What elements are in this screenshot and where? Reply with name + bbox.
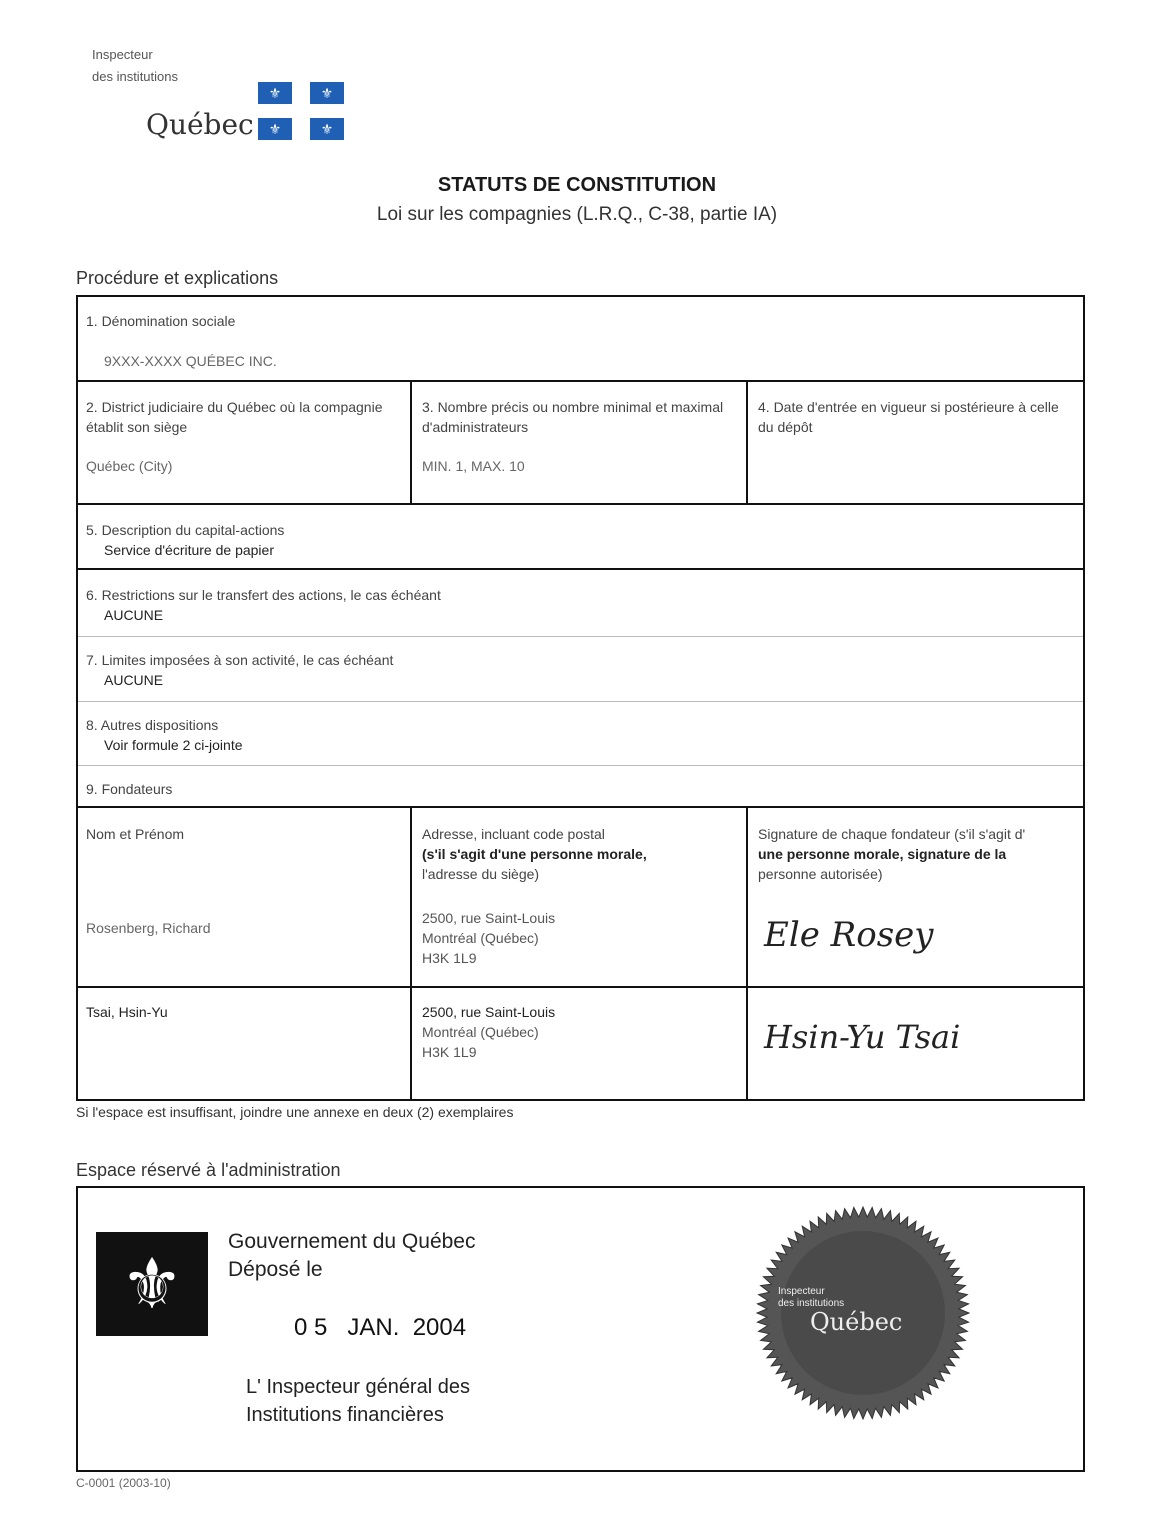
field-9-label: 9. Fondateurs <box>86 781 173 797</box>
form-code: C-0001 (2003-10) <box>76 1476 171 1490</box>
field-6-label: 6. Restrictions sur le transfert des actions, le cas échéant <box>86 587 441 603</box>
filing-date: 0 5 JAN. 2004 <box>294 1314 467 1341</box>
field-1-label: 1. Dénomination sociale <box>86 313 236 329</box>
footnote: Si l'espace est insuffisant, joindre une annexe en deux (2) exemplaires <box>76 1104 514 1120</box>
document-title: STATUTS DE CONSTITUTION <box>437 174 717 196</box>
quebec-wordmark: Québec <box>146 108 254 141</box>
seal-text: Inspecteur des institutions <box>778 1286 845 1309</box>
admin-line-1: Gouvernement du Québec <box>228 1230 476 1253</box>
official-seal <box>756 1206 970 1420</box>
inspector-line-2: Institutions financières <box>246 1404 444 1426</box>
field-7-label: 7. Limites imposées à son activité, le cas échéant <box>86 652 394 668</box>
field-2-label: 2. District judiciaire du Québec où la compagnie établit son siège <box>86 399 383 435</box>
founders-col-signature-header: Signature de chaque fondateur (s'il s'agit d' une personne morale, signature de la personne autorisée) <box>758 826 1026 882</box>
field-6-value: AUCUNE <box>104 607 164 623</box>
field-5-value: Service d'écriture de papier <box>104 542 274 558</box>
org-line-2: des institutions <box>92 69 178 84</box>
field-8-value: Voir formule 2 ci-jointe <box>104 737 243 753</box>
field-8-label: 8. Autres dispositions <box>86 717 219 733</box>
inspector-line-1: L' Inspecteur général des <box>246 1376 470 1398</box>
field-3-label: 3. Nombre précis ou nombre minimal et maximal d'administrateurs <box>422 399 724 435</box>
field-4-label: 4. Date d'entrée en vigueur si postérieure à celle du dépôt <box>758 399 1059 435</box>
field-2-value: Québec (City) <box>86 458 173 474</box>
document-subtitle: Loi sur les compagnies (L.R.Q., C-38, partie IA) <box>376 204 778 225</box>
field-3-value: MIN. 1, MAX. 10 <box>422 458 525 474</box>
admin-heading: Espace réservé à l'administration <box>76 1160 341 1180</box>
field-5-label: 5. Description du capital-actions <box>86 522 285 538</box>
admin-line-2: Déposé le <box>228 1258 323 1281</box>
field-7-value: AUCUNE <box>104 672 164 688</box>
founders-col-name-header: Nom et Prénom <box>86 826 185 842</box>
field-1-value: 9XXX-XXXX QUÉBEC INC. <box>104 353 277 369</box>
founder-1-name: Rosenberg, Richard <box>86 920 211 936</box>
fleur-de-lis-icon: ⚜ <box>96 1232 208 1336</box>
seal-wordmark: Québec <box>810 1308 903 1336</box>
section-heading: Procédure et explications <box>76 268 279 288</box>
org-line-1: Inspecteur <box>92 47 153 62</box>
founders-col-address-header: Adresse, incluant code postal (s'il s'agit d'une personne morale, l'adresse du siège) <box>422 826 647 882</box>
founder-2-name: Tsai, Hsin-Yu <box>86 1004 168 1020</box>
founder-1-address: 2500, rue Saint-Louis Montréal (Québec) H3K 1L9 <box>422 910 556 966</box>
founder-1-signature: Ele Rosey <box>764 915 934 955</box>
founder-2-address: 2500, rue Saint-Louis Montréal (Québec) H3K 1L9 <box>422 1004 556 1060</box>
founder-2-signature: Hsin-Yu Tsai <box>764 1018 961 1056</box>
